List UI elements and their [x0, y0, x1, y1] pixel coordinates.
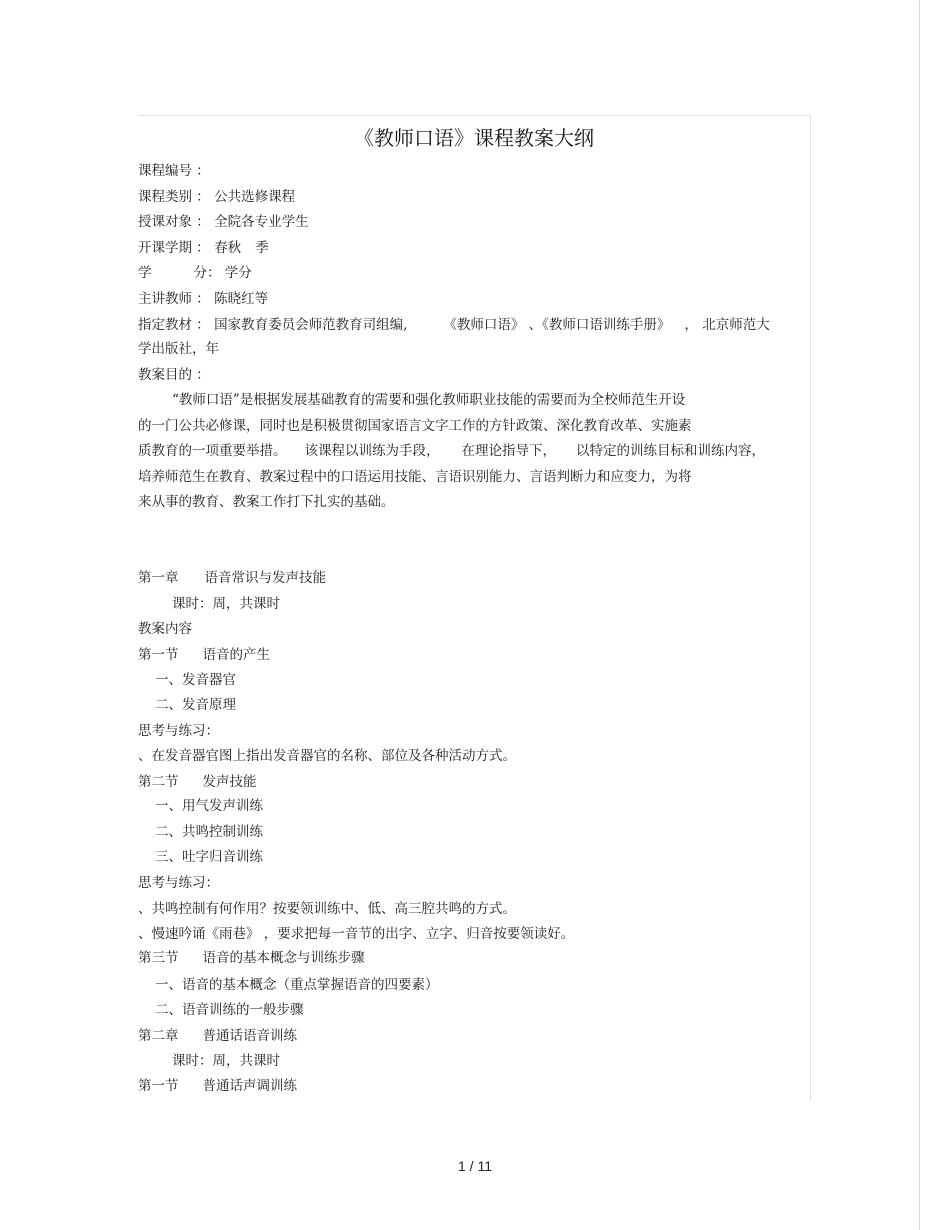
textbook-press: ， 北京师范大 — [684, 317, 770, 333]
chapter-2-title: 普通话语音训练 — [202, 1028, 297, 1044]
purpose-line-1: “教师口语”是根据发展基础教育的需要和强化教师职业技能的需要而为全校师范生开设 — [172, 392, 686, 408]
section-3-item-1: 一、语音的基本概念（重点掌握语音的四要素） — [155, 977, 439, 993]
section-2-item-2: 二、共鸣控制训练 — [155, 824, 263, 840]
teacher: 主讲教师 ： 陈晓红等 — [138, 291, 269, 307]
textbook-titles: 《教师口语》 、《教师口语训练手册》 — [443, 317, 671, 333]
section-2-heading — [138, 772, 810, 792]
section-1-heading — [138, 645, 810, 665]
page-number: 1 / 11 — [458, 1158, 492, 1174]
credit-left: 学 — [138, 265, 152, 281]
exercise-2b: 、慢速吟诵《雨巷》 ，要求把每一音节的出字、立字、归音按要领读好。 — [138, 926, 575, 942]
textbook-publisher: 指定教材 ： 国家教育委员会师范教育司组编, — [138, 317, 408, 333]
exercise-heading-1: 思考与练习： — [138, 723, 219, 739]
chapter-2-hours: 课时：周，共课时 — [172, 1053, 280, 1069]
chapter-2-section-1-title: 普通话声调训练 — [202, 1078, 297, 1094]
audience: 授课对象 ： 全院各专业学生 — [138, 214, 309, 230]
purpose-line-2: 的一门公共必修课，同时也是积极贯彻国家语言文字工作的方针政策、深化教育改革、实施素 — [138, 418, 692, 434]
purpose-heading: 教案目的 ： — [138, 367, 210, 383]
credit — [138, 263, 810, 283]
purpose-line-3a: 质教育的一项重要举措。 — [138, 443, 287, 459]
section-2-title: 发声技能 — [202, 774, 257, 790]
section-3-title: 语音的基本概念与训练步骤 — [202, 950, 365, 966]
chapter-2-heading — [138, 1026, 810, 1046]
exercise-2a: 、共鸣控制有何作用？按要领训练中、低、高三腔共鸣的方式。 — [138, 901, 516, 917]
semester-label: 开课学期 ： 春秋 — [138, 240, 242, 256]
section-1-title: 语音的产生 — [202, 647, 270, 663]
section-3-item-2: 二、语音训练的一般步骤 — [155, 1002, 304, 1018]
chapter-2-label: 第二章 — [138, 1028, 179, 1044]
section-3-heading — [138, 948, 810, 968]
chapter-2-section-1-label: 第一节 — [138, 1078, 179, 1094]
purpose-line-3b: 该课程以训练为手段， — [304, 443, 440, 459]
section-2-item-1: 一、用气发声训练 — [155, 798, 263, 814]
chapter-1-label: 第一章 — [138, 570, 179, 586]
course-type: 课程类别 ： 公共选修课程 — [138, 189, 296, 205]
document-title: 《教师口语》课程教案大纲 — [354, 126, 594, 150]
credit-right: 分： 学分 — [193, 265, 252, 281]
purpose-line-3c: 在理论指导下， — [461, 443, 556, 459]
purpose-line-5: 来从事的教育、教案工作打下扎实的基础。 — [138, 494, 395, 510]
chapter-1-title: 语音常识与发声技能 — [204, 570, 326, 586]
textbook-cont: 学出版社，年 — [138, 341, 219, 357]
purpose-line-3 — [138, 441, 810, 461]
chapter-2-section-1-heading — [138, 1076, 810, 1096]
section-1-item-1: 一、发音器官 — [155, 672, 236, 688]
semester-suffix: 季 — [255, 240, 269, 256]
exercise-1: 、在发音器官图上指出发音器官的名称、部位及各种活动方式。 — [138, 748, 516, 764]
purpose-line-3d: 以特定的训练目标和训练内容， — [576, 443, 765, 459]
textbook — [138, 315, 810, 335]
chapter-1-heading — [138, 568, 810, 588]
purpose-line-4: 培养师范生在教育、教案过程中的口语运用技能、言语识别能力、言语判断力和应变力，为将 — [138, 469, 692, 485]
chapter-1-hours: 课时：周，共课时 — [172, 596, 280, 612]
section-3-label: 第三节 — [138, 950, 179, 966]
section-2-label: 第二节 — [138, 774, 179, 790]
page-edge — [919, 0, 920, 1230]
exercise-heading-2: 思考与练习： — [138, 875, 219, 891]
section-1-item-2: 二、发音原理 — [155, 697, 236, 713]
section-2-item-3: 三、吐字归音训练 — [155, 849, 263, 865]
section-1-label: 第一节 — [138, 647, 179, 663]
content-heading: 教案内容 — [138, 621, 192, 637]
semester — [138, 238, 810, 258]
course-code: 课程编号 ： — [138, 163, 210, 179]
